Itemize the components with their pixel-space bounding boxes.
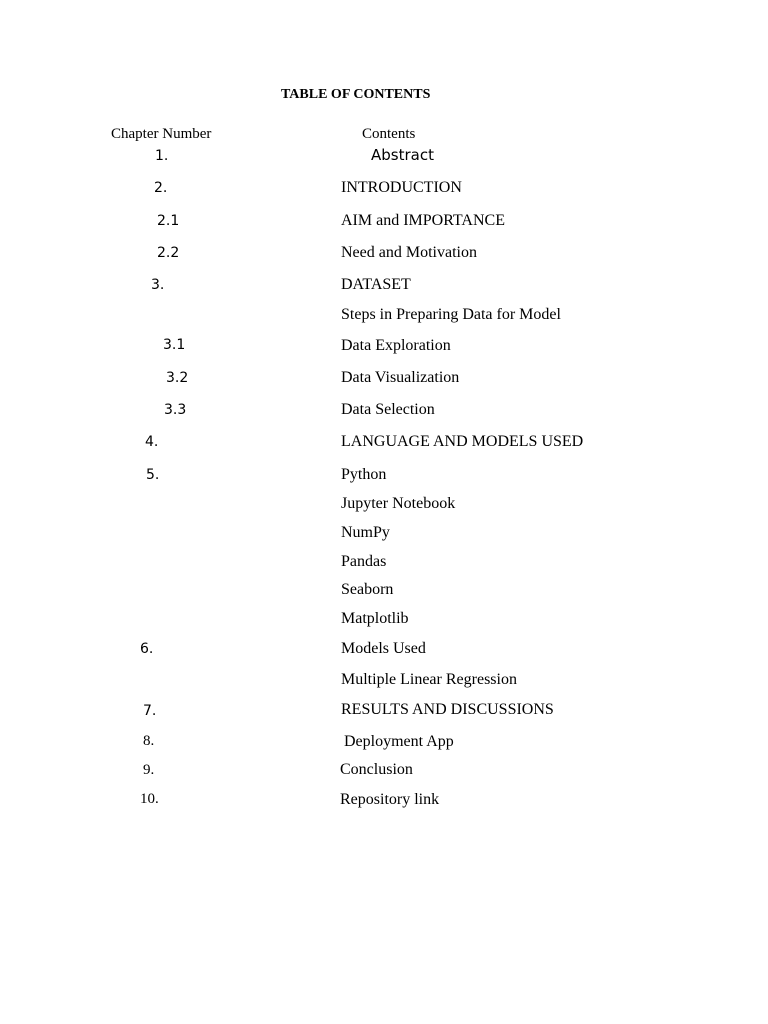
toc-entry-abstract: Abstract xyxy=(371,146,434,164)
toc-number-5: 5. xyxy=(146,467,160,483)
toc-number-3-1: 3.1 xyxy=(163,337,186,353)
contents-header: Contents xyxy=(362,126,416,142)
toc-number-8: 8. xyxy=(143,733,155,749)
toc-entry-deployment: Deployment App xyxy=(344,733,454,750)
toc-entry-results: RESULTS AND DISCUSSIONS xyxy=(341,701,554,718)
toc-number-2: 2. xyxy=(154,180,168,196)
toc-entry-need: Need and Motivation xyxy=(341,244,477,261)
toc-number-6: 6. xyxy=(140,641,154,657)
toc-entry-steps: Steps in Preparing Data for Model xyxy=(341,306,561,323)
toc-entry-models-used: Models Used xyxy=(341,640,426,657)
toc-entry-seaborn: Seaborn xyxy=(341,581,394,598)
toc-number-3-2: 3.2 xyxy=(166,370,189,386)
toc-number-2-1: 2.1 xyxy=(157,213,180,229)
toc-entry-dataset: DATASET xyxy=(341,276,411,293)
toc-entry-pandas: Pandas xyxy=(341,553,387,570)
toc-entry-matplotlib: Matplotlib xyxy=(341,610,409,627)
toc-entry-selection: Data Selection xyxy=(341,401,435,418)
toc-entry-visualization: Data Visualization xyxy=(341,369,460,386)
toc-entry-exploration: Data Exploration xyxy=(341,337,451,354)
toc-number-2-2: 2.2 xyxy=(157,245,180,261)
toc-number-3: 3. xyxy=(151,277,165,293)
toc-entry-mlr: Multiple Linear Regression xyxy=(341,671,517,688)
toc-number-1: 1. xyxy=(155,148,169,164)
toc-number-10: 10. xyxy=(140,791,159,807)
page-title: TABLE OF CONTENTS xyxy=(281,87,431,102)
toc-entry-jupyter: Jupyter Notebook xyxy=(341,495,456,512)
toc-entry-introduction: INTRODUCTION xyxy=(341,179,462,196)
toc-entry-numpy: NumPy xyxy=(341,524,390,541)
toc-entry-conclusion: Conclusion xyxy=(340,761,413,778)
toc-number-4: 4. xyxy=(145,434,159,450)
toc-entry-repository: Repository link xyxy=(340,791,440,808)
toc-entry-language-models: LANGUAGE AND MODELS USED xyxy=(341,433,584,450)
toc-number-7: 7. xyxy=(143,703,157,719)
chapter-number-header: Chapter Number xyxy=(111,126,212,142)
toc-number-3-3: 3.3 xyxy=(164,402,187,418)
toc-number-9: 9. xyxy=(143,762,155,778)
toc-entry-python: Python xyxy=(341,466,387,483)
toc-entry-aim: AIM and IMPORTANCE xyxy=(341,212,505,229)
